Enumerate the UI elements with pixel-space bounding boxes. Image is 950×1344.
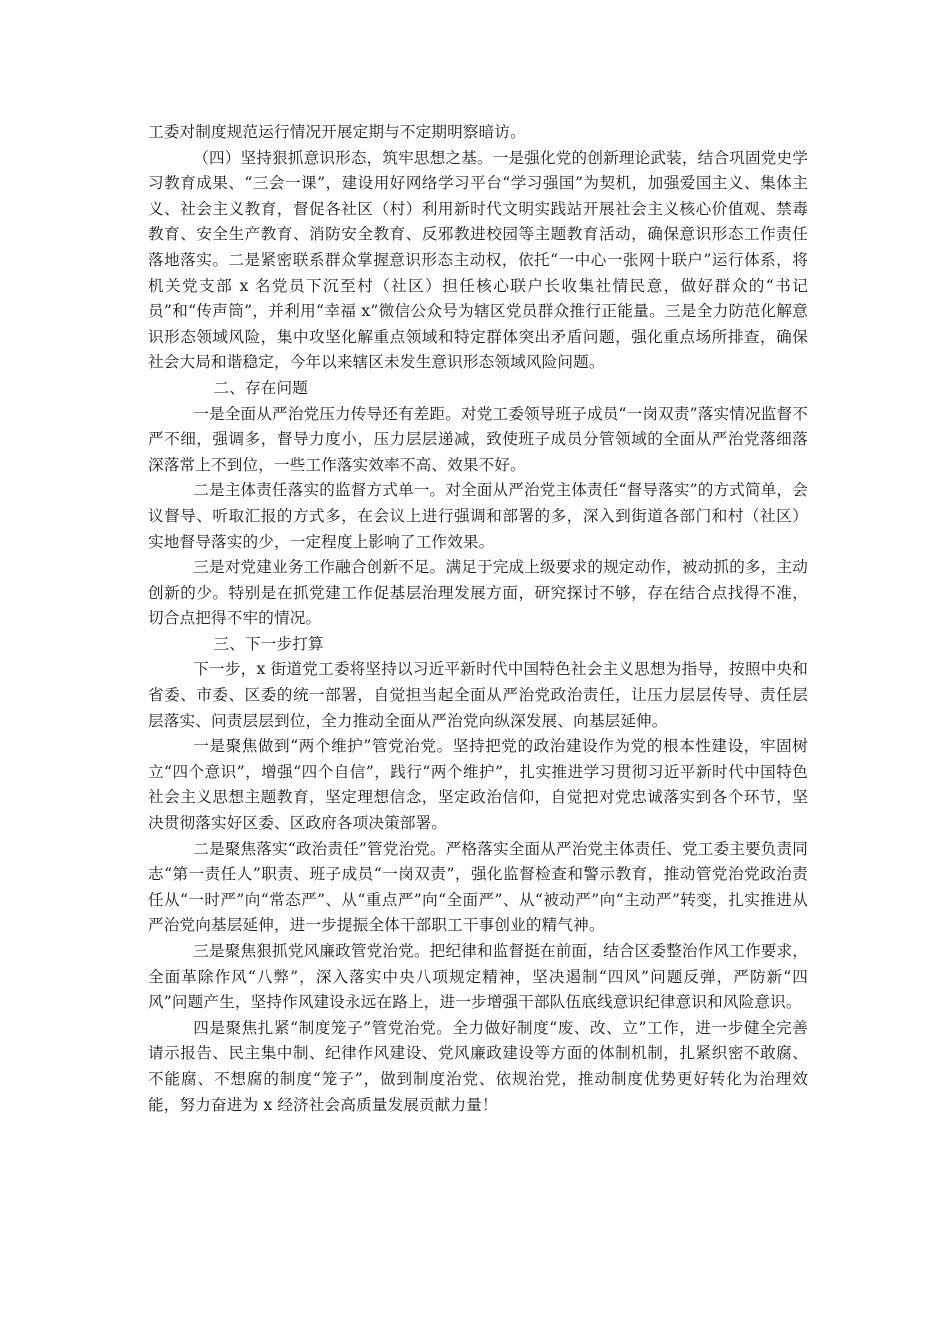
paragraph-continuation: 工委对制度规范运行情况开展定期与不定期明察暗访。 xyxy=(148,123,526,141)
paragraph-plan-4: 四是聚焦扎紧“制度笼子”管党治党。全力做好制度“废、改、立”工作，进一步健全完善请示报告、民主集中制、纪律作风建设、党风廉政建设等方面的体制机制，扎紧织密不敢腐、不能腐、不想腐的制度“笼子”，做到制度治党、依规治党，推动制度优势更好转化为治理效能，努力奋进为 x 经济社会高质量发展贡献力量！ xyxy=(148,1018,808,1114)
paragraph-problem-3: 三是对党建业务工作融合创新不足。满足于完成上级要求的规定动作，被动抓的多，主动创新的少。特别是在抓党建工作促基层治理发展方面，研究探讨不够，存在结合点找得不准，切合点把得不牢的情况。 xyxy=(148,558,808,628)
paragraph-plan-3: 三是聚焦狠抓党风廉政管党治党。把纪律和监督挺在前面，结合区委整治作风工作要求，全面革除作风“八弊”，深入落实中央八项规定精神，坚决遏制“四风”问题反弹，严防新“四风”问题产生，坚持作风建设永远在路上，进一步增强干部队伍底线意识纪律意识和风险意识。 xyxy=(148,942,808,1012)
paragraph-problem-1: 一是全面从严治党压力传导还有差距。对党工委领导班子成员“一岗双责”落实情况监督不严不细，强调多，督导力度小，压力层层递减，致使班子成员分管领域的全面从严治党落细落深落常上不到位，一些工作落实效率不高、效果不好。 xyxy=(148,404,808,474)
document-body xyxy=(148,120,808,1118)
paragraph-plan-2: 二是聚焦落实“政治责任”管党治党。严格落实全面从严治党主体责任、党工委主要负责同志“第一责任人”职责、班子成员“一岗双责”，强化监督检查和警示教育，推动管党治党政治责任从“一时严”向“常态严”、从“重点严”向“全面严”、从“被动严”向“主动严”转变，扎实推进从严治党向基层延伸，进一步提振全体干部职工干事创业的精气神。 xyxy=(148,839,808,935)
paragraph-plan-1: 一是聚焦做到“两个维护”管党治党。坚持把党的政治建设作为党的根本性建设，牢固树立“四个意识”，增强“四个自信”，践行“两个维护”，扎实推进学习贯彻习近平新时代中国特色社会主义思想主题教育，坚定理想信念，坚定政治信仰，自觉把对党忠诚落实到各个环节，坚决贯彻落实好区委、区政府各项决策部署。 xyxy=(148,737,808,833)
paragraph-ideology: （四）坚持狠抓意识形态，筑牢思想之基。一是强化党的创新理论武装，结合巩固党史学习教育成果、“三会一课”，建设用好网络学习平台“学习强国”为契机，加强爱国主义、集体主义、社会主义教育，督促各社区（村）利用新时代文明实践站开展社会主义核心价值观、禁毒教育、安全生产教育、消防安全教育、反邪教进校园等主题教育活动，确保意识形态工作责任落地落实。二是紧密联系群众掌握意识形态主动权，依托“一中心一张网十联户”运行体系，将机关党支部 x 名党员下沉至村（社区）担任核心联户长收集社情民意，做好群众的“书记员”和“传声筒”，并利用“幸福 x”微信公众号为辖区党员群众推行正能量。三是全力防范化解意识形态领域风险，集中攻坚化解重点领域和特定群体突出矛盾问题，强化重点场所排查，确保社会大局和谐稳定，今年以来辖区未发生意识形态领域风险问题。 xyxy=(148,148,808,372)
paragraph-problem-2: 二是主体责任落实的监督方式单一。对全面从严治党主体责任“督导落实”的方式简单，会议督导、听取汇报的方式多，在会议上进行强调和部署的多，深入到街道各部门和村（社区）实地督导落实的少，一定程度上影响了工作效果。 xyxy=(148,481,808,551)
paragraph-next-steps-intro: 下一步，x 街道党工委将坚持以习近平新时代中国特色社会主义思想为指导，按照中央和省委、市委、区委的统一部署，自觉担当起全面从严治党政治责任，让压力层层传导、责任层层落实、问责层层到位，全力推动全面从严治党向纵深发展、向基层延伸。 xyxy=(148,660,808,730)
section-heading-next-steps: 三、下一步打算 xyxy=(213,634,324,653)
section-heading-problems: 二、存在问题 xyxy=(213,378,308,397)
